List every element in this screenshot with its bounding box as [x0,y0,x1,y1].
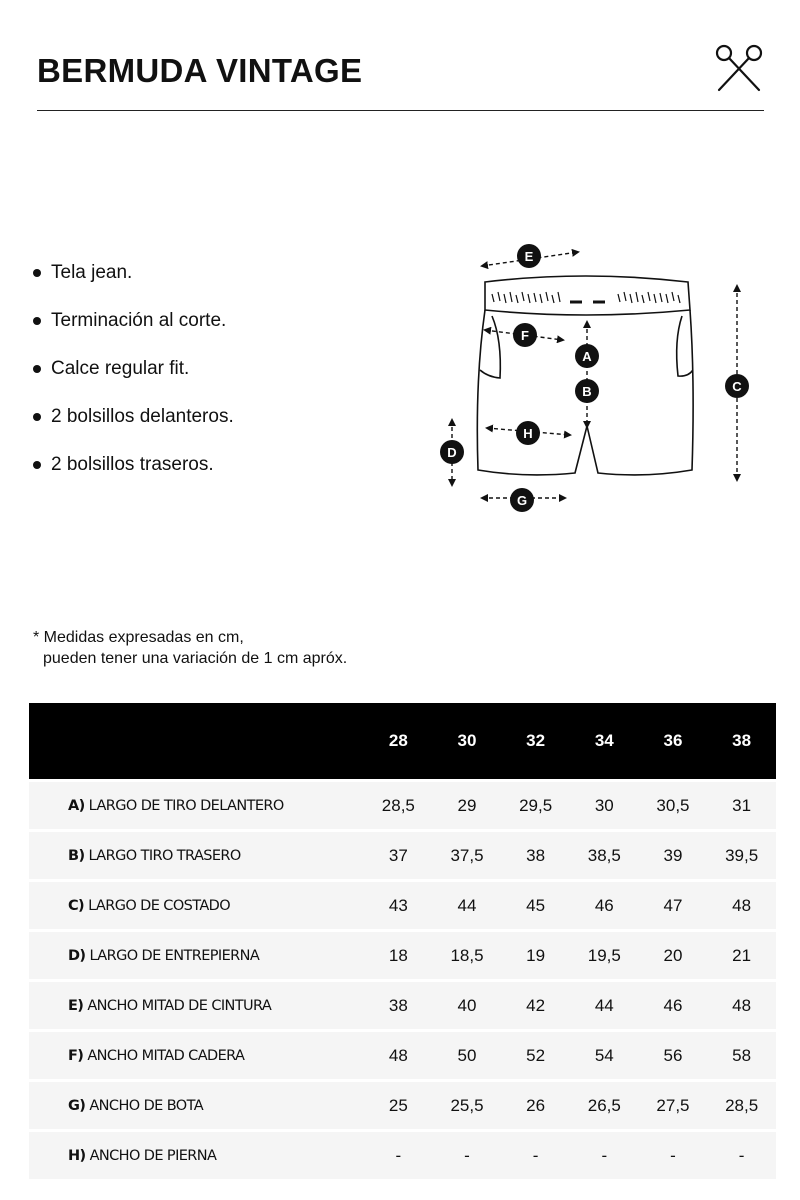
table-row [29,882,776,929]
svg-text:G: G [516,493,528,508]
svg-text:A: A [582,349,592,364]
table-cell: 46 [639,982,708,1029]
marker-f [513,323,537,347]
table-cell: 39 [639,832,708,879]
table-cell: 45 [501,882,570,929]
table-cell: 26,5 [570,1082,639,1129]
row-key: H) [68,1147,86,1164]
table-cell: 56 [639,1032,708,1079]
row-key: B) [68,847,85,864]
feature-item: Tela jean. [33,260,234,308]
table-cell: 38 [364,982,433,1029]
row-key: G) [68,1097,86,1114]
table-cell: 29,5 [501,782,570,829]
table-cell: 47 [639,882,708,929]
svg-text:E: E [524,249,534,264]
table-cell: 31 [707,782,776,829]
marker-g [510,488,534,512]
table-cell: 48 [707,982,776,1029]
table-cell: 28,5 [707,1082,776,1129]
table-cell: 52 [501,1032,570,1079]
row-key: A) [68,797,85,814]
table-row [29,932,776,979]
row-label-text: ANCHO MITAD DE CINTURA [87,997,272,1014]
table-row [29,782,776,829]
table-cell: 21 [707,932,776,979]
size-header: 38 [707,703,776,779]
svg-text:H: H [523,426,533,441]
note-line-2: pueden tener una variación de 1 cm apróx. [43,650,348,667]
feature-item: Calce regular fit. [33,356,234,404]
table-cell: 46 [570,882,639,929]
note-line-1: * Medidas expresadas en cm, [33,629,244,646]
row-key: D) [68,947,86,964]
row-label [29,882,364,929]
size-header: 34 [570,703,639,779]
table-cell: 19 [501,932,570,979]
svg-text:C: C [732,379,742,394]
table-cell: 48 [364,1032,433,1079]
row-label-text: LARGO DE COSTADO [88,897,231,914]
svg-text:B: B [582,384,592,399]
table-cell: 25,5 [433,1082,502,1129]
table-cell: 25 [364,1082,433,1129]
table-cell: 30 [570,782,639,829]
table-cell: 26 [501,1082,570,1129]
row-label [29,1032,364,1079]
table-cell: 29 [433,782,502,829]
table-cell: - [364,1132,433,1179]
table-cell: 42 [501,982,570,1029]
row-label-text: ANCHO DE PIERNA [89,1147,217,1164]
table-cell: 54 [570,1032,639,1079]
row-key: F) [68,1047,84,1064]
table-cell: 30,5 [639,782,708,829]
table-cell: - [570,1132,639,1179]
table-cell: 44 [570,982,639,1029]
table-cell: 38 [501,832,570,879]
row-label [29,782,364,829]
row-label-text: ANCHO MITAD CADERA [87,1047,245,1064]
size-header: 30 [433,703,502,779]
marker-d [440,440,464,464]
table-cell: 39,5 [707,832,776,879]
svg-text:F: F [521,328,529,343]
table-cell: 48 [707,882,776,929]
marker-b [575,379,599,403]
size-header-row [29,703,776,779]
table-cell: 19,5 [570,932,639,979]
table-cell: 20 [639,932,708,979]
table-cell: 37,5 [433,832,502,879]
table-cell: 40 [433,982,502,1029]
table-cell: 18,5 [433,932,502,979]
feature-item: Terminación al corte. [33,308,234,356]
page-title: BERMUDA VINTAGE [37,52,363,89]
table-cell: - [707,1132,776,1179]
size-header: 28 [364,703,433,779]
table-cell: 27,5 [639,1082,708,1129]
marker-e [517,244,541,268]
svg-text:D: D [447,445,457,460]
row-label [29,982,364,1029]
scissors-icon [712,44,766,94]
row-label [29,1082,364,1129]
table-row [29,1032,776,1079]
measurement-note [33,627,347,669]
size-header: 36 [639,703,708,779]
size-header: 32 [501,703,570,779]
row-label-text: LARGO TIRO TRASERO [88,847,241,864]
row-label [29,932,364,979]
table-cell: 50 [433,1032,502,1079]
feature-item: 2 bolsillos delanteros. [33,404,234,452]
feature-list [33,260,234,500]
marker-h [516,421,540,445]
title-divider [37,110,764,111]
table-cell: 58 [707,1032,776,1079]
row-label-text: LARGO DE ENTREPIERNA [89,947,260,964]
row-label [29,1132,364,1179]
table-row [29,982,776,1029]
header-label-cell [29,703,364,779]
row-label-text: LARGO DE TIRO DELANTERO [88,797,284,814]
table-cell: 43 [364,882,433,929]
table-cell: 38,5 [570,832,639,879]
table-cell: - [639,1132,708,1179]
table-cell: - [433,1132,502,1179]
table-cell: 18 [364,932,433,979]
row-label-text: ANCHO DE BOTA [89,1097,204,1114]
table-cell: - [501,1132,570,1179]
row-key: C) [68,897,85,914]
table-cell: 37 [364,832,433,879]
row-key: E) [68,997,84,1014]
feature-item: 2 bolsillos traseros. [33,452,234,500]
size-table [29,700,776,1182]
table-cell: 44 [433,882,502,929]
shorts-measurement-diagram [430,230,770,520]
table-row [29,1132,776,1179]
row-label [29,832,364,879]
marker-a [575,344,599,368]
marker-c [725,374,749,398]
table-row [29,832,776,879]
table-row [29,1082,776,1129]
table-cell: 28,5 [364,782,433,829]
